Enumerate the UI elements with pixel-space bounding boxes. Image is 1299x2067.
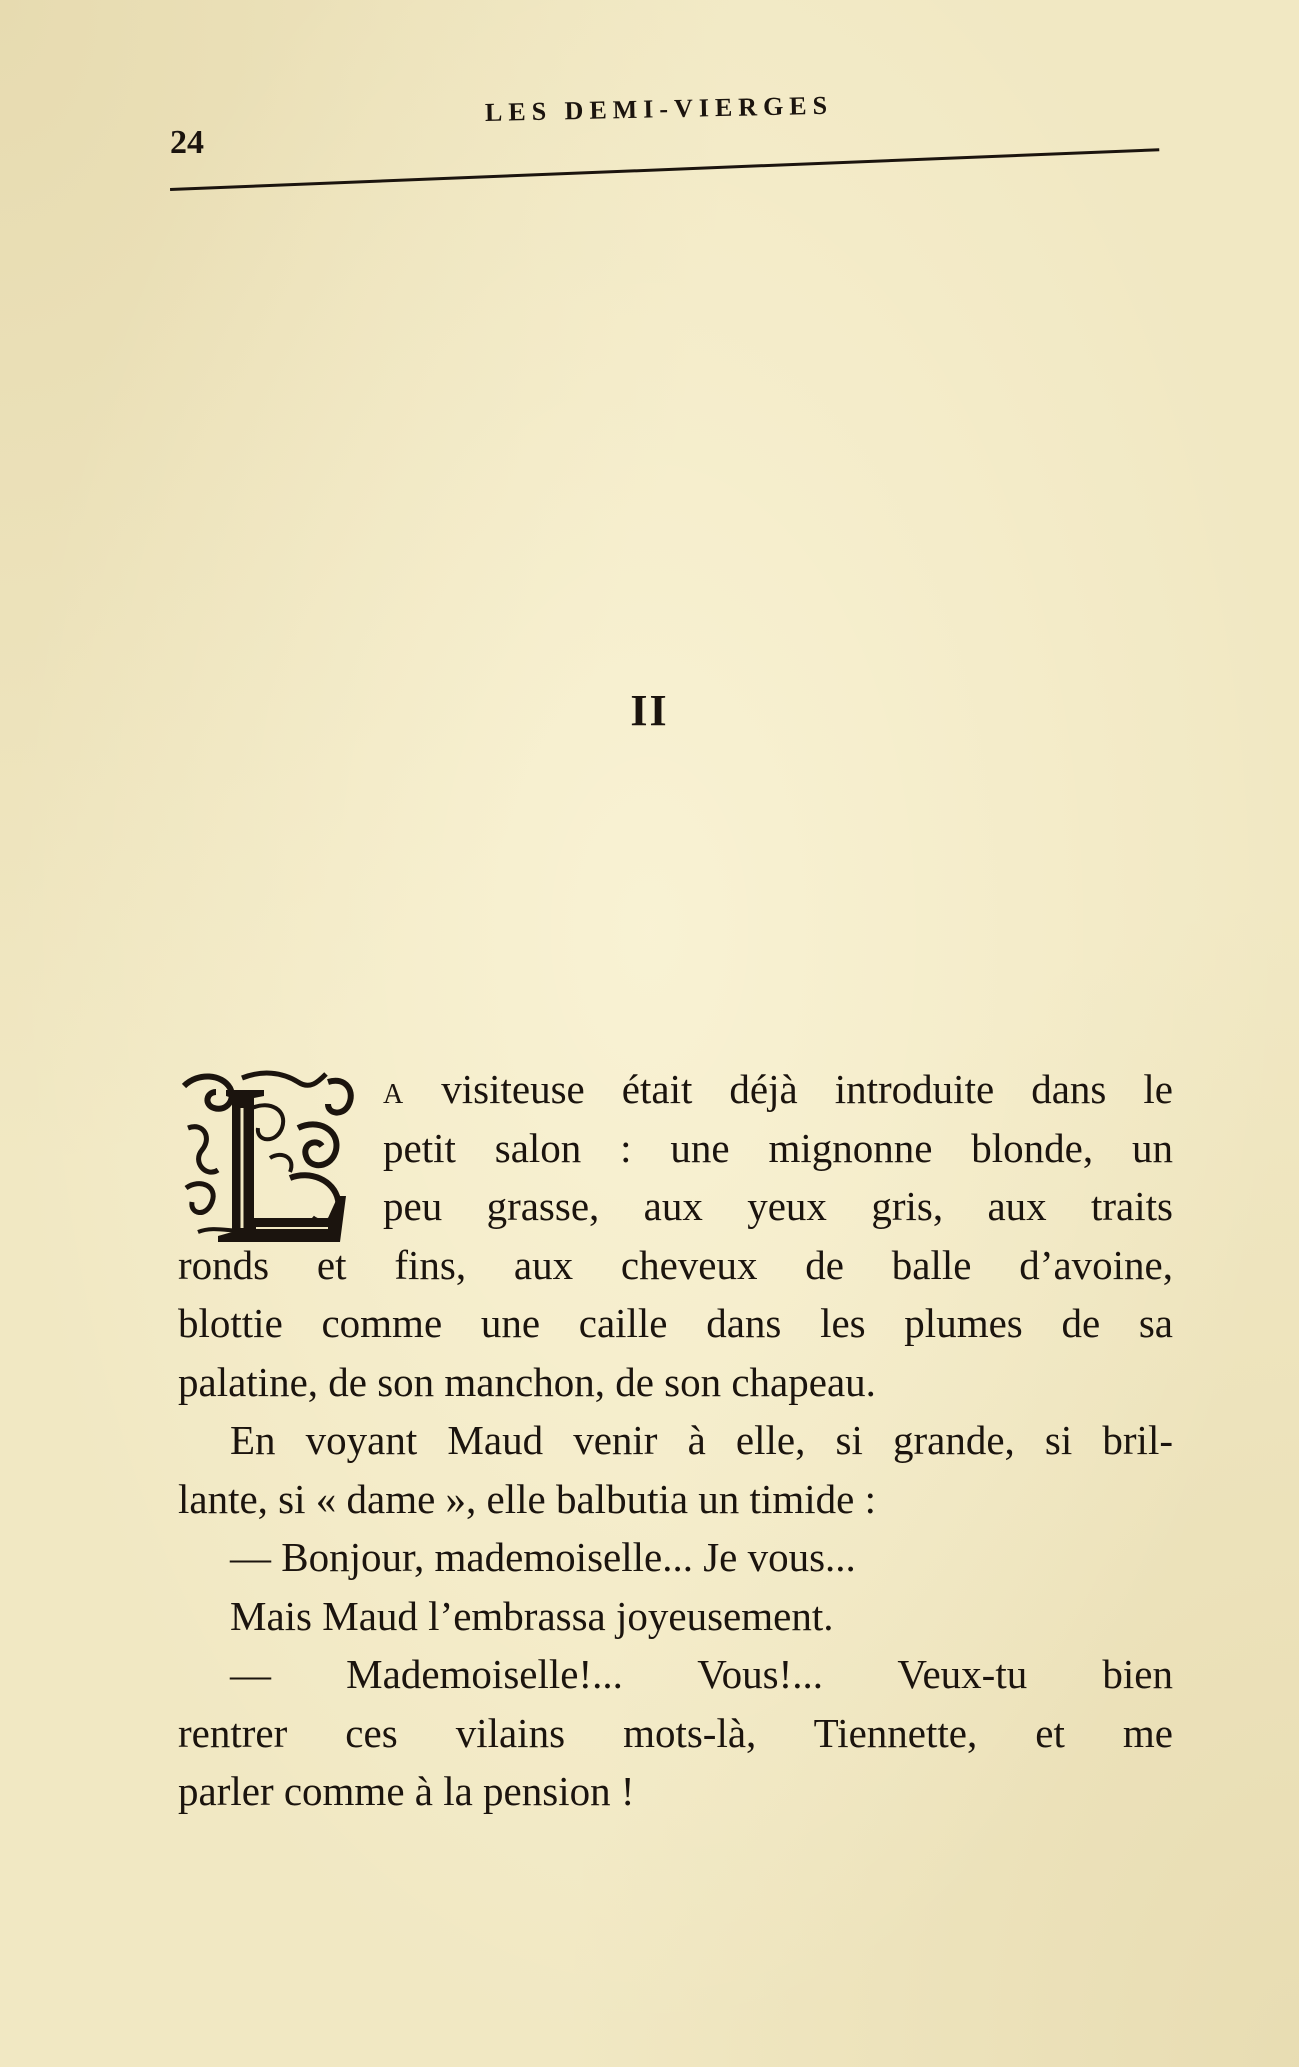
- text-line: parler comme à la pension !: [178, 1768, 635, 1814]
- text-line: petit salon : une mignonne blonde, un: [383, 1124, 1173, 1171]
- text-line: — Bonjour, mademoiselle... Je vous...: [230, 1534, 856, 1580]
- text-line: lante, si « dame », elle balbutia un timide :: [178, 1475, 876, 1522]
- page-number: 24: [170, 124, 204, 161]
- drop-cap-ornament: [178, 1068, 360, 1250]
- paragraph-5: [178, 1645, 1173, 1821]
- header-rule: [170, 148, 1159, 191]
- ornamental-drop-cap-l-icon: [178, 1068, 360, 1250]
- text-line: — Mademoiselle!... Vous!... Veux-tu bien: [230, 1651, 1173, 1697]
- paragraph-4: [178, 1587, 1173, 1646]
- body-text: [178, 1060, 1173, 1821]
- running-title: LES DEMI-VIERGES: [484, 90, 834, 127]
- running-head: [170, 92, 1160, 202]
- text-line: palatine, de son manchon, de son chapeau.: [178, 1358, 876, 1405]
- text-line: peu grasse, aux yeux gris, aux traits: [383, 1183, 1173, 1229]
- paragraph-2: [178, 1411, 1173, 1528]
- chapter-number: II: [630, 686, 669, 735]
- text-line: blottie comme une caille dans les plumes de sa: [178, 1300, 1173, 1346]
- paragraph-3: [178, 1528, 1173, 1587]
- text-line: ronds et fins, aux cheveux de balle d’avoine,: [178, 1241, 1173, 1288]
- text-line: A visiteuse était déjà introduite dans le: [383, 1066, 1173, 1112]
- text-line: En voyant Maud venir à elle, si grande, si bril-: [230, 1417, 1173, 1463]
- small-caps-letter: A: [383, 1079, 405, 1110]
- text-line: rentrer ces vilains mots-là, Tiennette, et me: [178, 1709, 1173, 1756]
- text-line: Mais Maud l’embrassa joyeusement.: [230, 1592, 834, 1639]
